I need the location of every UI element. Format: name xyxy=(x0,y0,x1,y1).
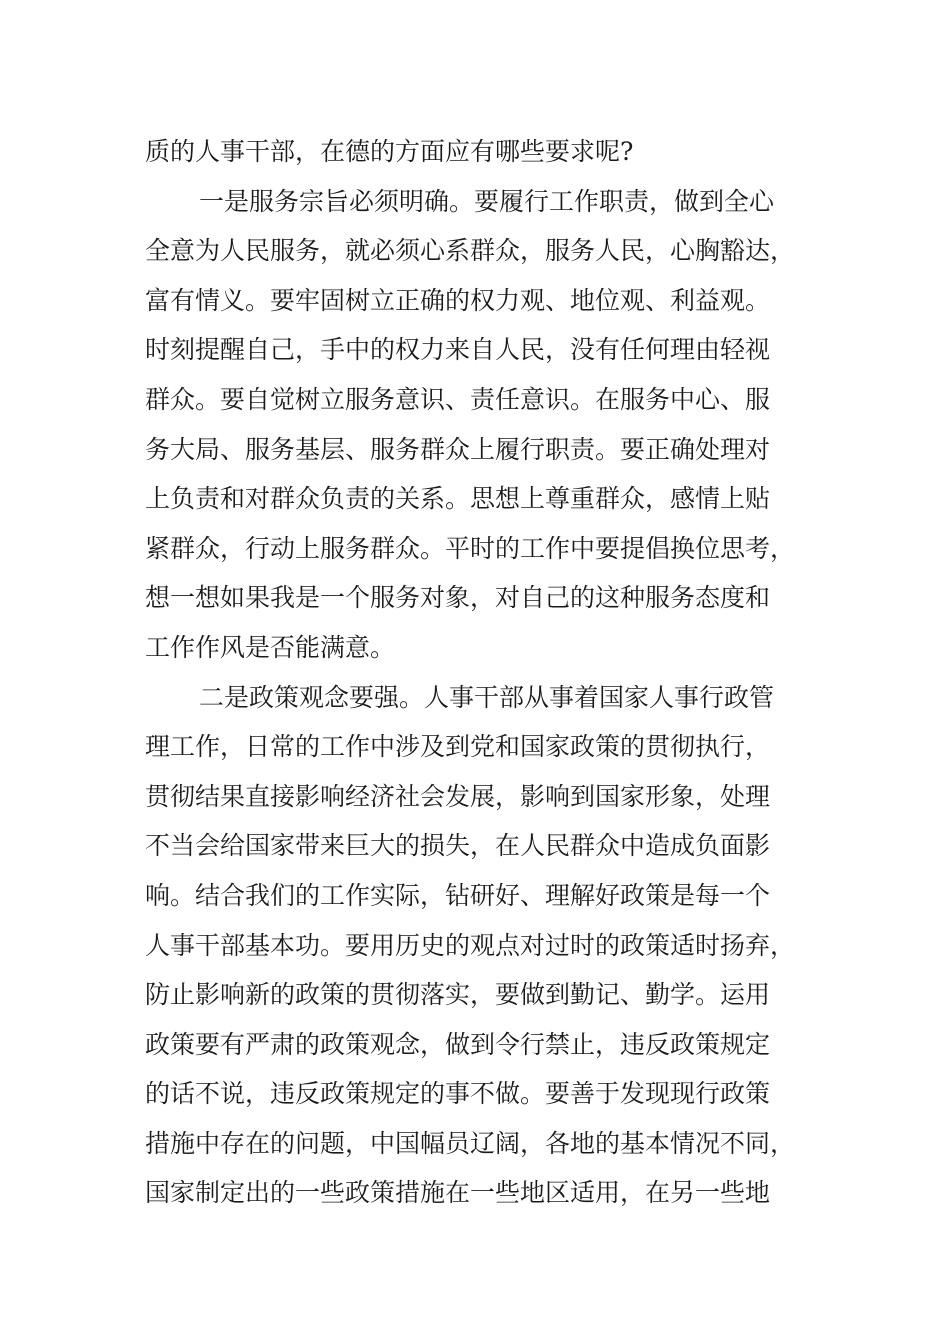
text-line: 政策要有严肃的政策观念，做到令行禁止，违反政策规定 xyxy=(145,1029,771,1059)
text-line: 质的人事干部，在德的方面应有哪些要求呢? xyxy=(145,137,634,166)
text-line: 富有情义。要牢固树立正确的权力观、地位观、利益观。 xyxy=(145,285,771,315)
paragraph-start-line: 一是服务宗旨必须明确。要履行工作职责，做到全心 xyxy=(199,186,775,216)
text-line: 措施中存在的问题，中国幅员辽阔，各地的基本情况不同， xyxy=(145,1128,796,1158)
text-line: 想一想如果我是一个服务对象，对自己的这种服务态度和 xyxy=(145,583,771,613)
text-line: 务大局、服务基层、服务群众上履行职责。要正确处理对 xyxy=(145,434,771,464)
text-line: 响。结合我们的工作实际，钻研好、理解好政策是每一个 xyxy=(145,880,771,910)
text-line: 工作作风是否能满意。 xyxy=(145,632,396,662)
text-line: 上负责和对群众负责的关系。思想上尊重群众，感情上贴 xyxy=(145,484,771,514)
text-line: 贯彻结果直接影响经济社会发展，影响到国家形象，处理 xyxy=(145,781,771,811)
text-line: 国家制定出的一些政策措施在一些地区适用，在另一些地 xyxy=(145,1178,771,1208)
text-line: 紧群众，行动上服务群众。平时的工作中要提倡换位思考， xyxy=(145,533,796,563)
text-line: 人事干部基本功。要用历史的观点对过时的政策适时扬弃， xyxy=(145,930,796,960)
text-line: 群众。要自觉树立服务意识、责任意识。在服务中心、服 xyxy=(145,384,771,414)
text-line: 的话不说，违反政策规定的事不做。要善于发现现行政策 xyxy=(145,1079,771,1109)
text-line: 全意为人民服务，就必须心系群众，服务人民，心胸豁达， xyxy=(145,236,796,266)
text-line: 不当会给国家带来巨大的损失，在人民群众中造成负面影 xyxy=(145,831,771,861)
text-line: 防止影响新的政策的贯彻落实，要做到勤记、勤学。运用 xyxy=(145,980,771,1010)
text-line: 时刻提醒自己，手中的权力来自人民，没有任何理由轻视 xyxy=(145,335,771,365)
body-text xyxy=(145,127,805,1218)
paragraph-start-line: 二是政策观念要强。人事干部从事着国家人事行政管 xyxy=(199,682,775,712)
text-line: 理工作，日常的工作中涉及到党和国家政策的贯彻执行， xyxy=(145,732,771,762)
